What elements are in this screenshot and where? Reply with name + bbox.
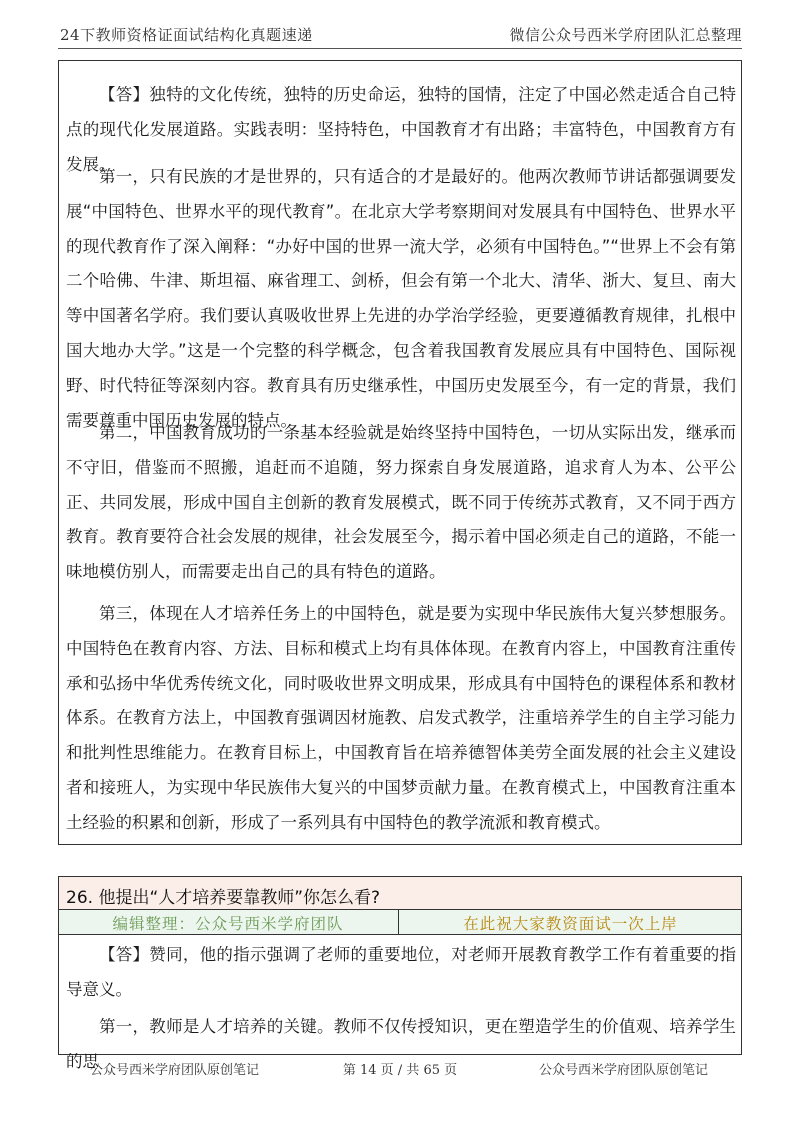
answer-point-3-paragraph: 第三，体现在人才培养任务上的中国特色，就是要为实现中华民族伟大复兴梦想服务。中国特色在教育内容、方法、目标和模式上均有具体体现。在教育内容上，中国教育注重传承和弘扬中华优秀传统文化，同时吸收世界文明成果，形成具有中国特色的课程体系和教材体系。在教育方法上，中国教育强调因材施教、启发式教学，注重培养学生的自主学习能力和批判性思维能力。在教育目标上，中国教育旨在培养德智体美劳全面发展的社会主义建设者和接班人，为实现中华民族伟大复兴的中国梦贡献力量。在教育模式上，中国教育注重本土经验的积累和创新，形成了一系列具有中国特色的教学流派和教育模式。 bbox=[66, 604, 736, 832]
question-title: 26. 他提出“人才培养要靠教师”你怎么看? bbox=[66, 888, 381, 908]
footer-left-note: 公众号西米学府团队原创笔记 bbox=[90, 1063, 260, 1078]
question-point-1-paragraph: 第一，教师是人才培养的关键。教师不仅传授知识，更在塑造学生的价值观、培养学生的思 bbox=[66, 1017, 736, 1071]
header-divider bbox=[58, 48, 742, 49]
editor-credit: 编辑整理：公众号西米学府团队 bbox=[112, 915, 344, 933]
header-title: 24下教师资格证面试结构化真题速递 bbox=[60, 26, 313, 44]
footer-right-note: 公众号西米学府团队原创笔记 bbox=[538, 1063, 708, 1078]
answer-intro-paragraph: 【答】独特的文化传统，独特的历史命运，独特的国情，注定了中国必然走适合自己特点的现代化发展道路。实践表明：坚持特色，中国教育才有出路；丰富特色，中国教育方有发展。 bbox=[66, 85, 736, 174]
answer-point-1-paragraph: 第一，只有民族的才是世界的，只有适合的才是最好的。他两次教师节讲话都强调要发展“中国特色、世界水平的现代教育”。在北京大学考察期间对发展具有中国特色、世界水平的现代教育作了深入阐释：“办好中国的世界一流大学，必须有中国特色。”“世界上不会有第二个哈佛、牛津、斯坦福、麻省理工、剑桥，但会有第一个北大、清华、浙大、复旦、南大等中国著名学府。我们要认真吸收世界上先进的办学治学经验，更要遵循教育规律，扎根中国大地办大学。”这是一个完整的科学概念，包含着我国教育发展应具有中国特色、国际视野、时代特征等深刻内容。教育具有历史继承性，中国历史发展至今，有一定的背景，我们需要尊重中国历史发展的特点。 bbox=[66, 167, 736, 430]
answer-point-2-paragraph: 第二，中国教育成功的一条基本经验就是始终坚持中国特色，一切从实际出发，继承而不守旧，借鉴而不照搬，追赶而不追随，努力探索自身发展道路，追求育人为本、公平公正、共同发展，形成中国自主创新的教育发展模式，既不同于传统苏式教育，又不同于西方教育。教育要符合社会发展的规律，社会发展至今，揭示着中国必须走自己的道路，不能一味地模仿别人，而需要走出自己的具有特色的道路。 bbox=[66, 423, 736, 582]
page-number: 第 14 页 / 共 65 页 bbox=[342, 1063, 458, 1078]
question-answer-paragraph: 【答】赞同，他的指示强调了老师的重要地位，对老师开展教育教学工作有着重要的指导意义。 bbox=[66, 945, 736, 999]
header-source: 微信公众号西米学府团队汇总整理 bbox=[509, 26, 742, 44]
editor-wish: 在此祝大家教资面试一次上岸 bbox=[463, 915, 678, 933]
